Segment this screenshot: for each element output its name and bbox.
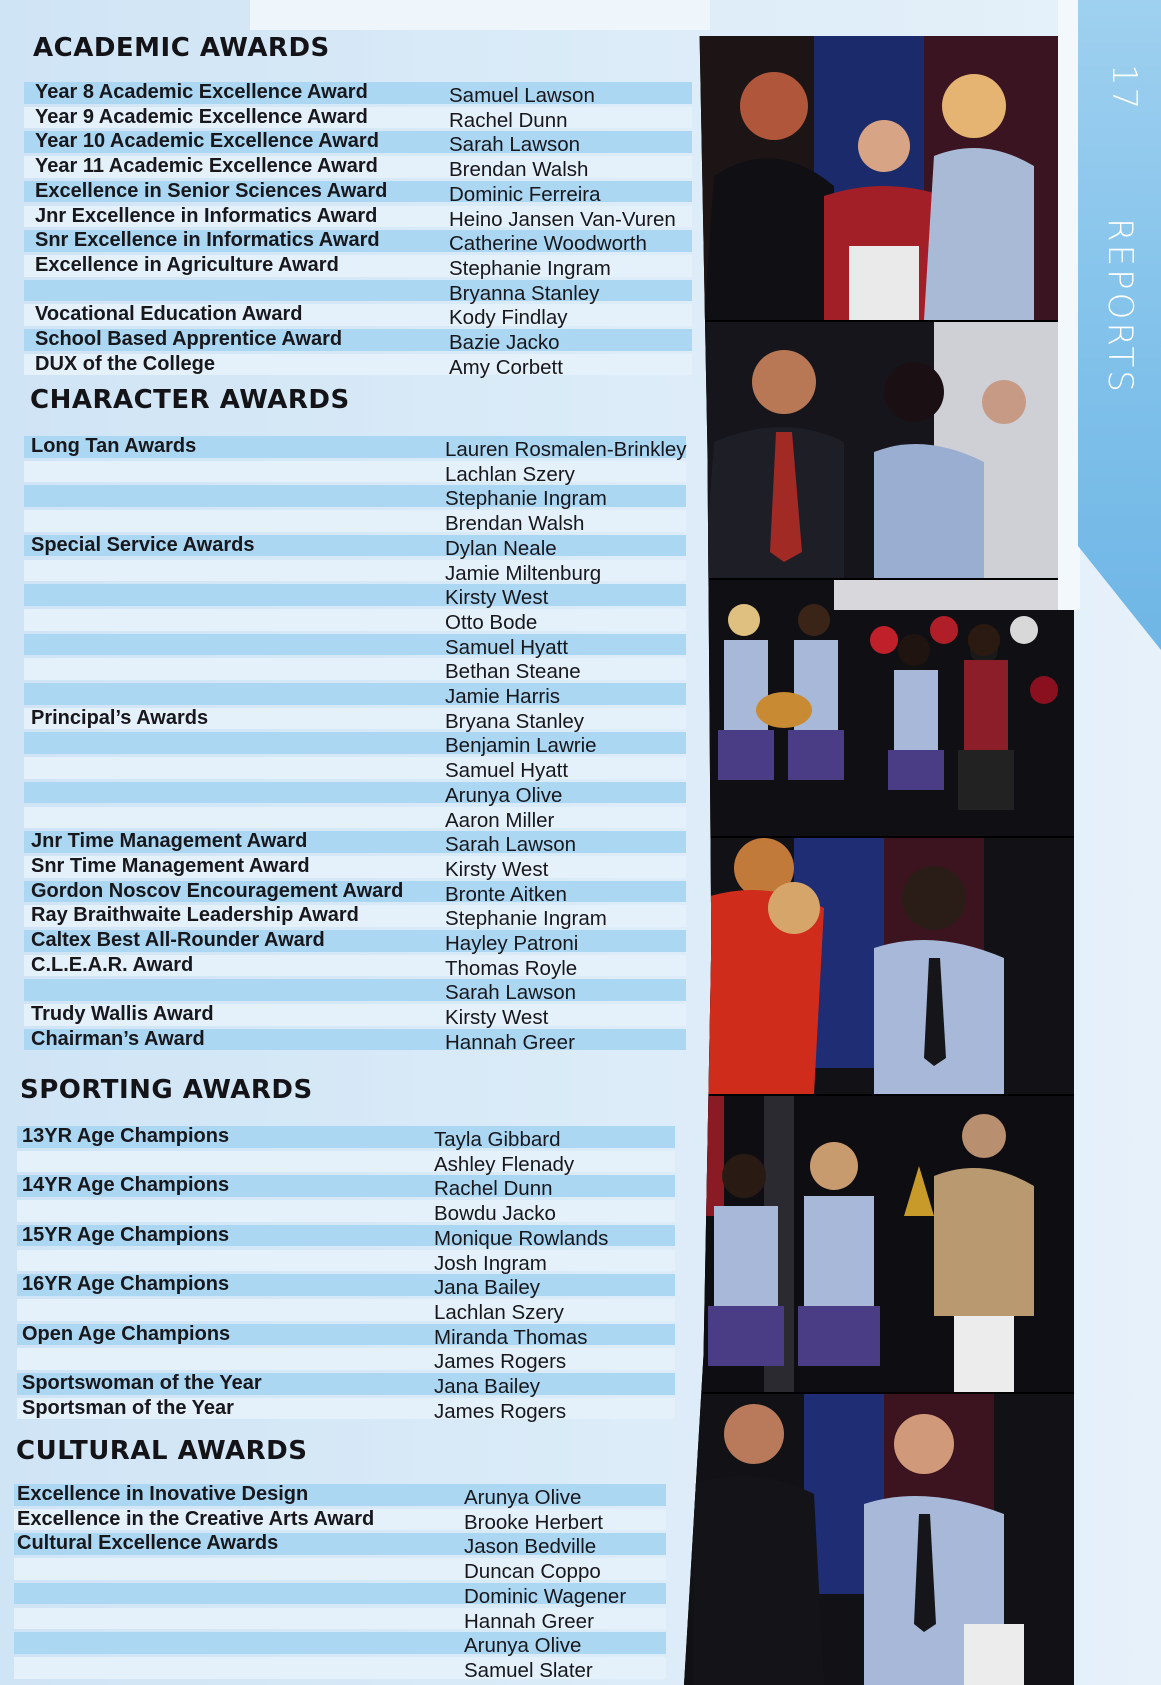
recipient-name: Hannah Greer [445, 1030, 575, 1054]
photo-handshake-3 [684, 838, 1074, 1094]
recipient-name: Samuel Hyatt [445, 635, 569, 659]
award-name: Caltex Best All-Rounder Award [31, 929, 325, 951]
award-name: Trudy Wallis Award [31, 1003, 214, 1026]
recipient-name: Dylan Neale [445, 536, 557, 560]
side-tab-border [1058, 0, 1080, 610]
recipient-name: Catherine Woodworth [449, 232, 647, 256]
award-name: Ray Braithwaite Leadership Award [31, 904, 359, 927]
top-white-cut [250, 0, 710, 30]
recipient-name: Samuel Hyatt [445, 759, 569, 783]
award-name: 16YR Age Champions [22, 1273, 230, 1296]
recipient-name: Bethan Steane [445, 660, 581, 684]
recipient-name: Heino Jansen Van-Vuren [449, 207, 676, 231]
row-band [24, 979, 686, 1001]
award-name: Excellence in Agriculture Award [35, 253, 339, 276]
recipient-name: Arunya Olive [464, 1486, 582, 1509]
recipient-name: Kirsty West [445, 857, 549, 881]
recipient-name: Tayla Gibbard [434, 1128, 561, 1151]
page-number: 17 [1104, 64, 1144, 112]
recipient-name: Kody Findlay [449, 306, 568, 330]
recipient-name: Arunya Olive [464, 1634, 582, 1658]
recipient-name: Otto Bode [445, 610, 538, 634]
recipient-name: Hayley Patroni [445, 932, 579, 955]
photo-strip [684, 36, 1074, 1685]
recipient-name: Rachel Dunn [434, 1177, 553, 1201]
recipient-name: Ashley Flenady [434, 1152, 575, 1176]
recipient-name: Sarah Lawson [445, 981, 577, 1005]
award-name: Excellence in Inovative Design [17, 1483, 309, 1505]
row-band [24, 584, 686, 606]
row-band [24, 634, 686, 656]
award-name: C.L.E.A.R. Award [31, 953, 194, 976]
recipient-name: Hannah Greer [464, 1609, 594, 1633]
recipient-name: Dominic Ferreira [449, 182, 601, 206]
recipient-name: Lachlan Szery [445, 462, 575, 486]
photo-handshake-2 [684, 322, 1074, 578]
recipient-name: Bryanna Stanley [449, 281, 600, 305]
recipient-name: Samuel Slater [464, 1658, 593, 1682]
recipient-name: Kirsty West [445, 586, 549, 610]
award-name: Jnr Time Management Award [31, 830, 308, 853]
recipient-name: Brendan Walsh [449, 158, 589, 182]
recipient-name: Sarah Lawson [445, 833, 577, 857]
recipient-name: Jason Bedville [464, 1535, 597, 1559]
award-name: Vocational Education Award [35, 303, 303, 326]
row-band [24, 683, 686, 705]
row-band [24, 609, 686, 631]
row-band [24, 461, 686, 483]
award-name: Sportsman of the Year [22, 1396, 234, 1419]
recipient-name: James Rogers [434, 1399, 567, 1423]
row-band [17, 1348, 675, 1370]
cultural-section-title: CULTURAL AWARDS [16, 1436, 308, 1466]
photo-performers [684, 580, 1074, 836]
row-band [17, 1250, 675, 1272]
row-band [24, 658, 686, 680]
recipient-name: Jamie Miltenburg [445, 561, 602, 585]
recipient-name: Josh Ingram [434, 1251, 547, 1275]
recipient-name: Bazie Jacko [449, 331, 560, 354]
recipient-name: Miranda Thomas [434, 1325, 588, 1349]
award-name: Chairman’s Award [31, 1027, 205, 1050]
recipient-name: Thomas Royle [445, 956, 578, 980]
photo-trophy [684, 1096, 1074, 1392]
recipient-name: James Rogers [434, 1350, 567, 1374]
recipient-name: Monique Rowlands [434, 1226, 609, 1250]
recipient-name: Stephanie Ingram [445, 487, 607, 511]
photo-handshake-4 [684, 1394, 1074, 1685]
character-section-title: CHARACTER AWARDS [30, 385, 350, 415]
recipient-name: Jamie Harris [445, 685, 561, 708]
award-name: Year 10 Academic Excellence Award [35, 130, 379, 153]
recipient-name: Kirsty West [445, 1006, 549, 1030]
row-band [24, 807, 686, 829]
recipient-name: Jana Bailey [434, 1276, 540, 1300]
recipient-name: Lachlan Szery [434, 1300, 564, 1324]
recipient-name: Bryana Stanley [445, 709, 585, 733]
recipient-name: Jana Bailey [434, 1375, 540, 1398]
recipient-name: Dominic Wagener [464, 1584, 627, 1608]
recipient-name: Duncan Coppo [464, 1560, 601, 1584]
award-name: Year 11 Academic Excellence Award [35, 155, 378, 178]
row-band [24, 757, 686, 779]
award-name: 15YR Age Champions [22, 1223, 230, 1246]
award-name: Principal’s Awards [31, 706, 209, 729]
sporting-section-title: SPORTING AWARDS [20, 1075, 313, 1105]
award-name: Excellence in Senior Sciences Award [35, 179, 388, 202]
row-band [17, 1299, 675, 1321]
row-band [24, 782, 686, 804]
award-name: Special Service Awards [31, 533, 255, 556]
award-name: Snr Time Management Award [31, 854, 310, 877]
award-name: 14YR Age Champions [22, 1174, 230, 1197]
recipient-name: Stephanie Ingram [449, 256, 611, 280]
award-name: Jnr Excellence in Informatics Award [35, 204, 378, 227]
recipient-name: Amy Corbett [449, 355, 563, 379]
award-name: Long Tan Awards [31, 435, 197, 457]
recipient-name: Brooke Herbert [464, 1510, 604, 1534]
recipient-name: Benjamin Lawrie [445, 734, 597, 758]
recipient-name: Samuel Lawson [449, 84, 595, 107]
award-name: 13YR Age Champions [22, 1125, 230, 1147]
recipient-name: Lauren Rosmalen-Brinkley [445, 438, 687, 461]
recipient-name: Stephanie Ingram [445, 907, 607, 931]
recipient-name: Aaron Miller [445, 808, 555, 832]
award-name: School Based Apprentice Award [35, 328, 343, 350]
award-name: DUX of the College [35, 352, 216, 375]
recipient-name: Rachel Dunn [449, 108, 568, 132]
recipient-name: Bronte Aitken [445, 882, 567, 906]
photo-handshake-1 [684, 36, 1074, 320]
academic-section-title: ACADEMIC AWARDS [33, 33, 330, 63]
section-label: REPORTS [1100, 218, 1140, 395]
award-name: Year 9 Academic Excellence Award [35, 105, 368, 128]
award-name: Cultural Excellence Awards [17, 1532, 279, 1555]
award-name: Excellence in the Creative Arts Award [17, 1507, 375, 1530]
award-name: Year 8 Academic Excellence Award [35, 81, 368, 103]
award-name: Snr Excellence in Informatics Award [35, 229, 380, 252]
row-band [17, 1200, 675, 1222]
recipient-name: Arunya Olive [445, 783, 563, 807]
award-name: Open Age Champions [22, 1322, 231, 1345]
recipient-name: Sarah Lawson [449, 133, 581, 157]
recipient-name: Brendan Walsh [445, 512, 585, 536]
recipient-name: Bowdu Jacko [434, 1202, 556, 1226]
row-band [17, 1151, 675, 1173]
award-name: Gordon Noscov Encouragement Award [31, 879, 404, 902]
row-band [24, 510, 686, 532]
award-name: Sportswoman of the Year [22, 1372, 262, 1394]
